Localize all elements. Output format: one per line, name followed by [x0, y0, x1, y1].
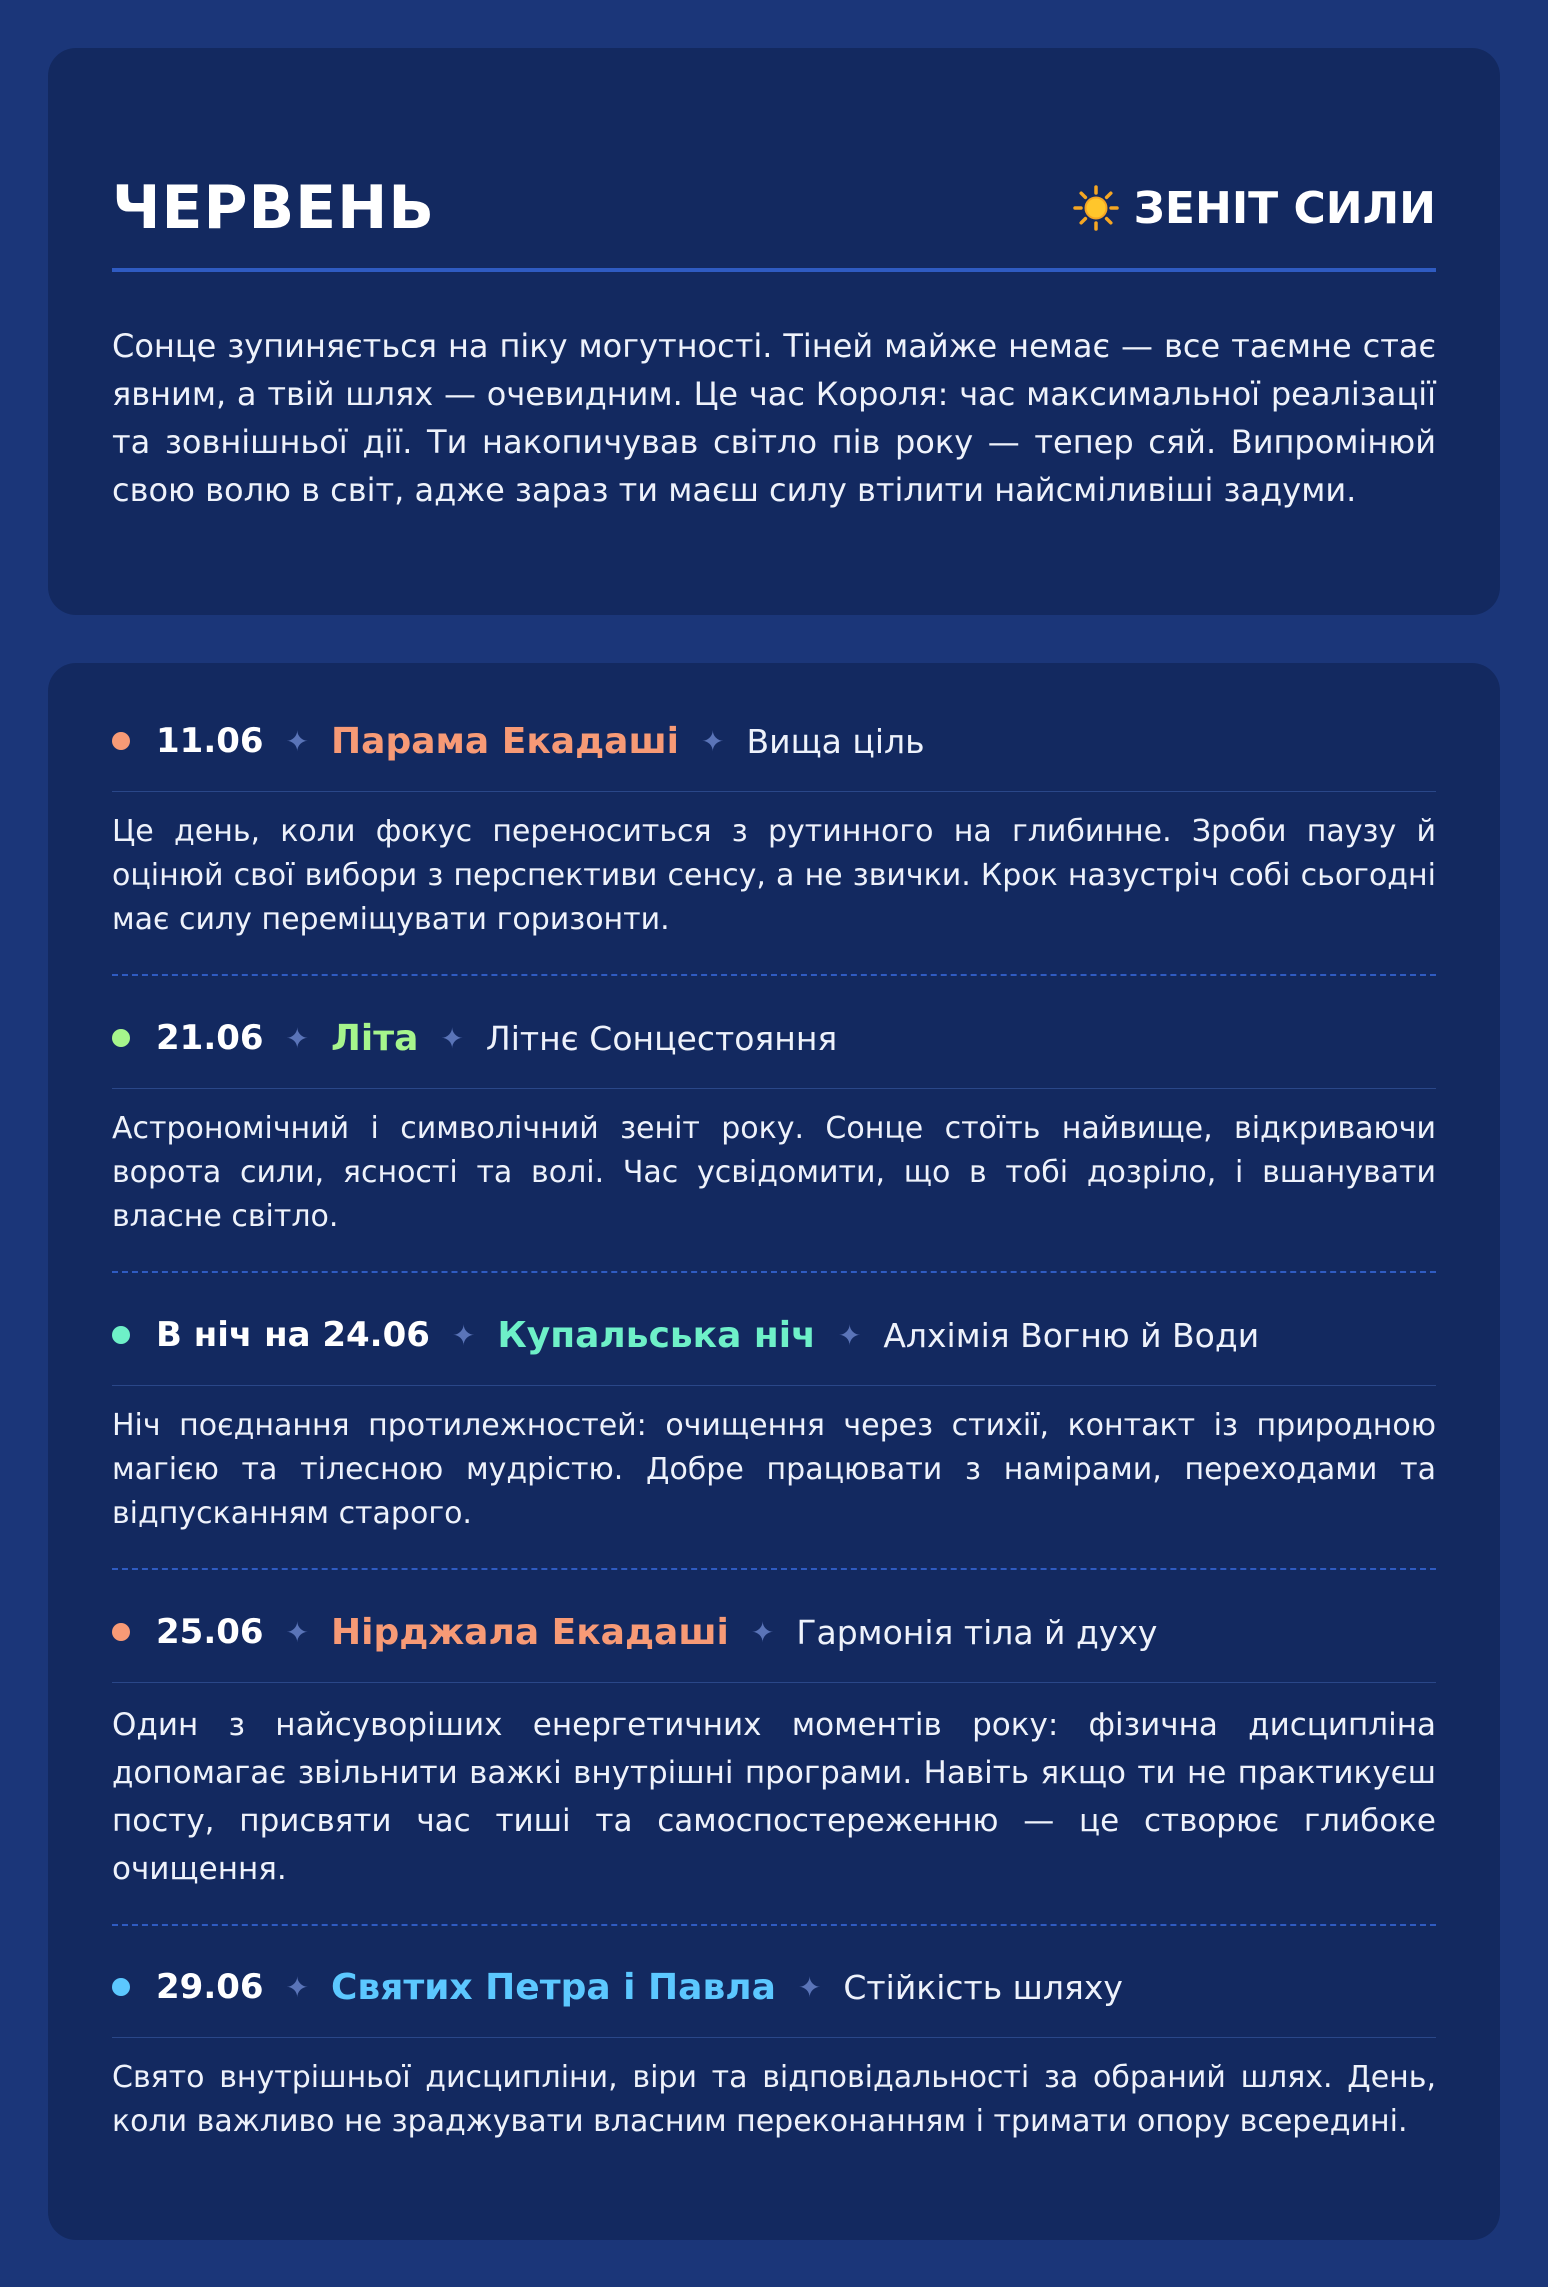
event-item — [112, 1957, 1436, 2144]
sparkle-icon: ✦ — [285, 1021, 310, 1055]
event-date: 25.06 — [156, 1612, 264, 1652]
dashed-divider — [112, 1271, 1436, 1273]
event-header — [112, 1602, 1436, 1662]
event-header — [112, 1957, 1436, 2017]
event-date: 21.06 — [156, 1018, 264, 1058]
event-header-divider — [112, 2037, 1436, 2038]
dashed-divider — [112, 974, 1436, 976]
event-subtitle: Літнє Сонцестояння — [485, 1018, 838, 1058]
event-description: Ніч поєднання протилежностей: очищення через стихії, контакт із природною магією та тілесною мудрістю. Добре працювати з намірами, переходами та відпусканням старого. — [112, 1408, 1436, 1531]
event-subtitle: Стійкість шляху — [843, 1967, 1123, 2007]
event-description: Астрономічний і символічний зеніт року. Сонце стоїть найвище, відкриваючи ворота сили, ясності та волі. Час усвідомити, що в тобі дозріло, і вшанувати власне світло. — [112, 1111, 1436, 1234]
event-item — [112, 1305, 1436, 1536]
theme-label: ЗЕНІТ СИЛИ — [1133, 182, 1436, 234]
event-description: Свято внутрішньої дисципліни, віри та відповідальності за обраний шлях. День, коли важливо не зраджувати власним переконанням і тримати опору всередині. — [112, 2060, 1436, 2139]
event-subtitle: Гармонія тіла й духу — [796, 1612, 1158, 1652]
event-name: Літа — [331, 1017, 419, 1059]
sparkle-icon: ✦ — [837, 1318, 862, 1352]
intro-text: Сонце зупиняється на піку могутності. Тіней майже немає — все таємне стає явним, а твій шлях — очевидним. Це час Короля: час максимальної реалізації та зовнішньої дії. Ти накопичував світло пів року — тепер сяй. Випромінюй свою волю в світ, адже зараз ти маєш силу втілити найсміливіші задуми. — [112, 327, 1436, 509]
sparkle-icon: ✦ — [440, 1021, 464, 1055]
event-header-divider — [112, 1682, 1436, 1683]
event-date: В ніч на 24.06 — [156, 1315, 430, 1355]
event-dot — [112, 1623, 130, 1641]
event-date: 11.06 — [156, 721, 264, 761]
event-name: Купальська ніч — [497, 1314, 816, 1356]
dashed-divider — [112, 1924, 1436, 1926]
event-subtitle: Алхімія Вогню й Води — [883, 1315, 1260, 1355]
event-dot — [112, 1978, 130, 1996]
event-description: Це день, коли фокус переноситься з рутинного на глибинне. Зроби паузу й оцінюй свої вибори з перспективи сенсу, а не звички. Крок назустріч собі сьогодні має силу переміщувати горизонти. — [112, 814, 1436, 937]
event-subtitle: Вища ціль — [746, 721, 925, 761]
sparkle-icon: ✦ — [701, 724, 725, 758]
sparkle-icon: ✦ — [750, 1615, 775, 1649]
event-header — [112, 1008, 1436, 1068]
sparkle-icon: ✦ — [797, 1970, 822, 2004]
month-header-card — [48, 48, 1500, 615]
sparkle-icon: ✦ — [451, 1318, 476, 1352]
theme-badge — [1072, 183, 1436, 234]
event-header-divider — [112, 1088, 1436, 1089]
event-dot — [112, 732, 130, 750]
event-dot — [112, 1029, 130, 1047]
event-header-divider — [112, 791, 1436, 792]
event-name: Святих Петра і Павла — [331, 1966, 776, 2008]
dashed-divider — [112, 1568, 1436, 1570]
event-dot — [112, 1326, 130, 1344]
month-title: ЧЕРВЕНЬ — [112, 173, 436, 243]
event-header — [112, 711, 1436, 771]
event-header-divider — [112, 1385, 1436, 1386]
events-card — [48, 663, 1500, 2240]
event-date: 29.06 — [156, 1967, 264, 2007]
event-description: Один з найсуворіших енергетичних моментів року: фізична дисципліна допомагає звільнити важкі внутрішні програми. Навіть якщо ти не практикуєш посту, присвяти час тиші та самоспостереженню — це створює глибоке очищення. — [112, 1707, 1436, 1887]
event-name: Нірджала Екадаші — [331, 1611, 729, 1653]
sparkle-icon: ✦ — [285, 1615, 310, 1649]
event-item — [112, 1008, 1436, 1239]
sun-icon — [1072, 184, 1120, 232]
header-divider — [112, 268, 1436, 272]
sparkle-icon: ✦ — [285, 724, 310, 758]
event-header — [112, 1305, 1436, 1365]
event-item — [112, 1602, 1436, 1893]
event-name: Парама Екадаші — [331, 720, 680, 762]
header-row — [112, 166, 1436, 250]
sparkle-icon: ✦ — [285, 1970, 310, 2004]
event-item — [112, 711, 1436, 942]
